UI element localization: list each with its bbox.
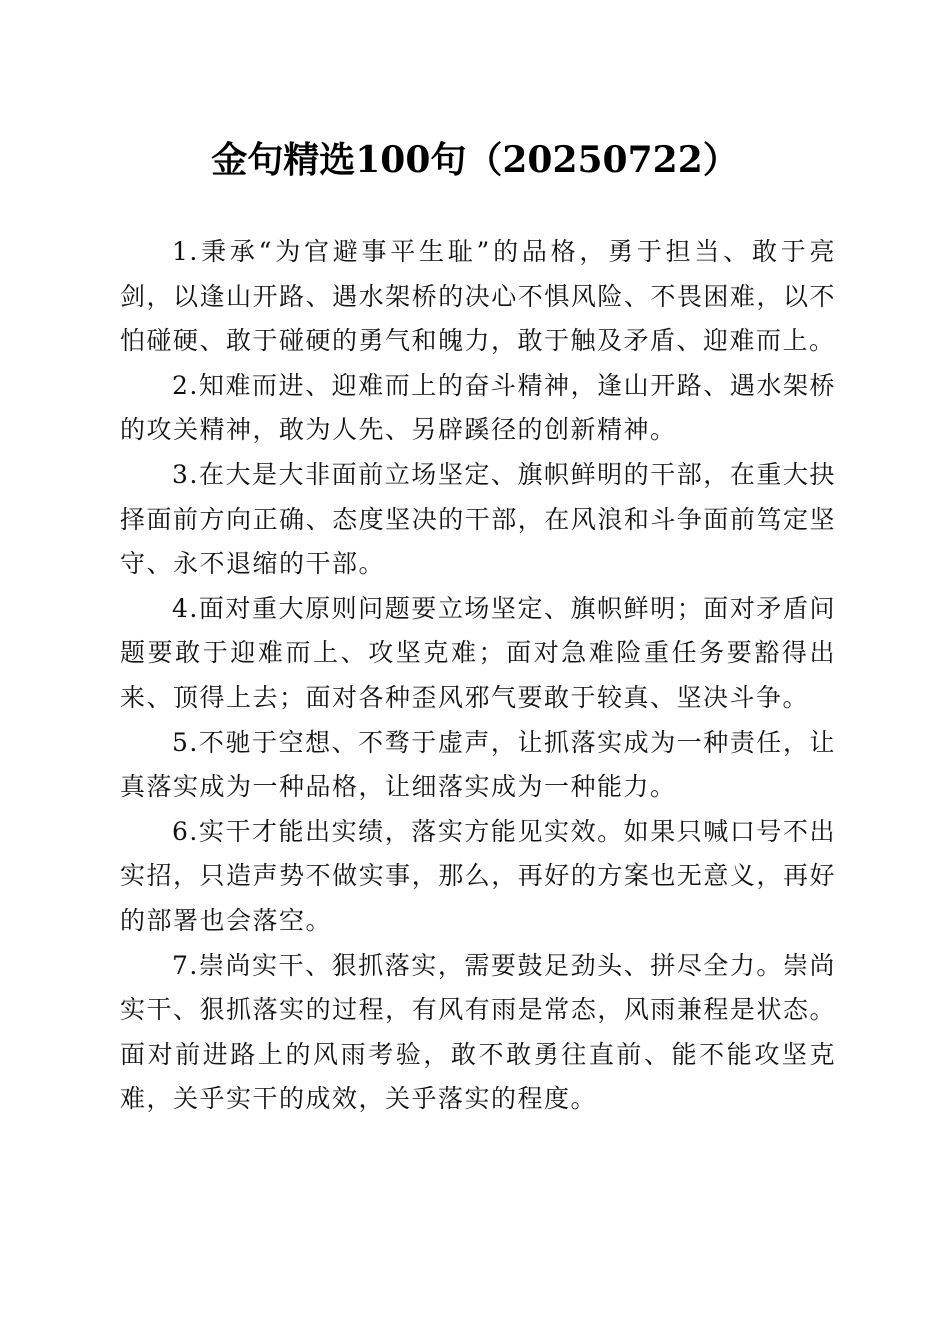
paragraph-4: 4.面对重大原则问题要立场坚定、旗帜鲜明；面对矛盾问题要敢于迎难而上、攻坚克难；面对急难险重任务要豁得出来、顶得上去；面对各种歪风邪气要敢于较真、坚决斗争。 bbox=[120, 593, 836, 712]
document-body bbox=[120, 230, 836, 1122]
paragraph-7: 7.崇尚实干、狠抓落实，需要鼓足劲头、拼尽全力。崇尚实干、狠抓落实的过程，有风有雨是常态，风雨兼程是状态。面对前进路上的风雨考验，敢不敢勇往直前、能不能攻坚克难，关乎实干的成效，关乎落实的程度。 bbox=[120, 950, 836, 1114]
paragraph-1: 1.秉承“为官避事平生耻”的品格，勇于担当、敢于亮剑，以逢山开路、遇水架桥的决心不惧风险、不畏困难，以不怕碰硬、敢于碰硬的勇气和魄力，敢于触及矛盾、迎难而上。 bbox=[120, 237, 836, 356]
paragraph-3: 3.在大是大非面前立场坚定、旗帜鲜明的干部，在重大抉择面前方向正确、态度坚决的干部，在风浪和斗争面前笃定坚守、永不退缩的干部。 bbox=[120, 459, 836, 579]
paragraph-6: 6.实干才能出实绩，落实方能见实效。如果只喊口号不出实招，只造声势不做实事，那么，再好的方案也无意义，再好的部署也会落空。 bbox=[120, 816, 836, 935]
paragraph-5: 5.不驰于空想、不骛于虚声，让抓落实成为一种责任，让真落实成为一种品格，让细落实成为一种能力。 bbox=[120, 727, 836, 802]
paragraph-2: 2.知难而进、迎难而上的奋斗精神，逢山开路、遇水架桥的攻关精神，敢为人先、另辟蹊径的创新精神。 bbox=[120, 370, 836, 445]
document-title: 金句精选100句（20250722） bbox=[211, 139, 739, 181]
